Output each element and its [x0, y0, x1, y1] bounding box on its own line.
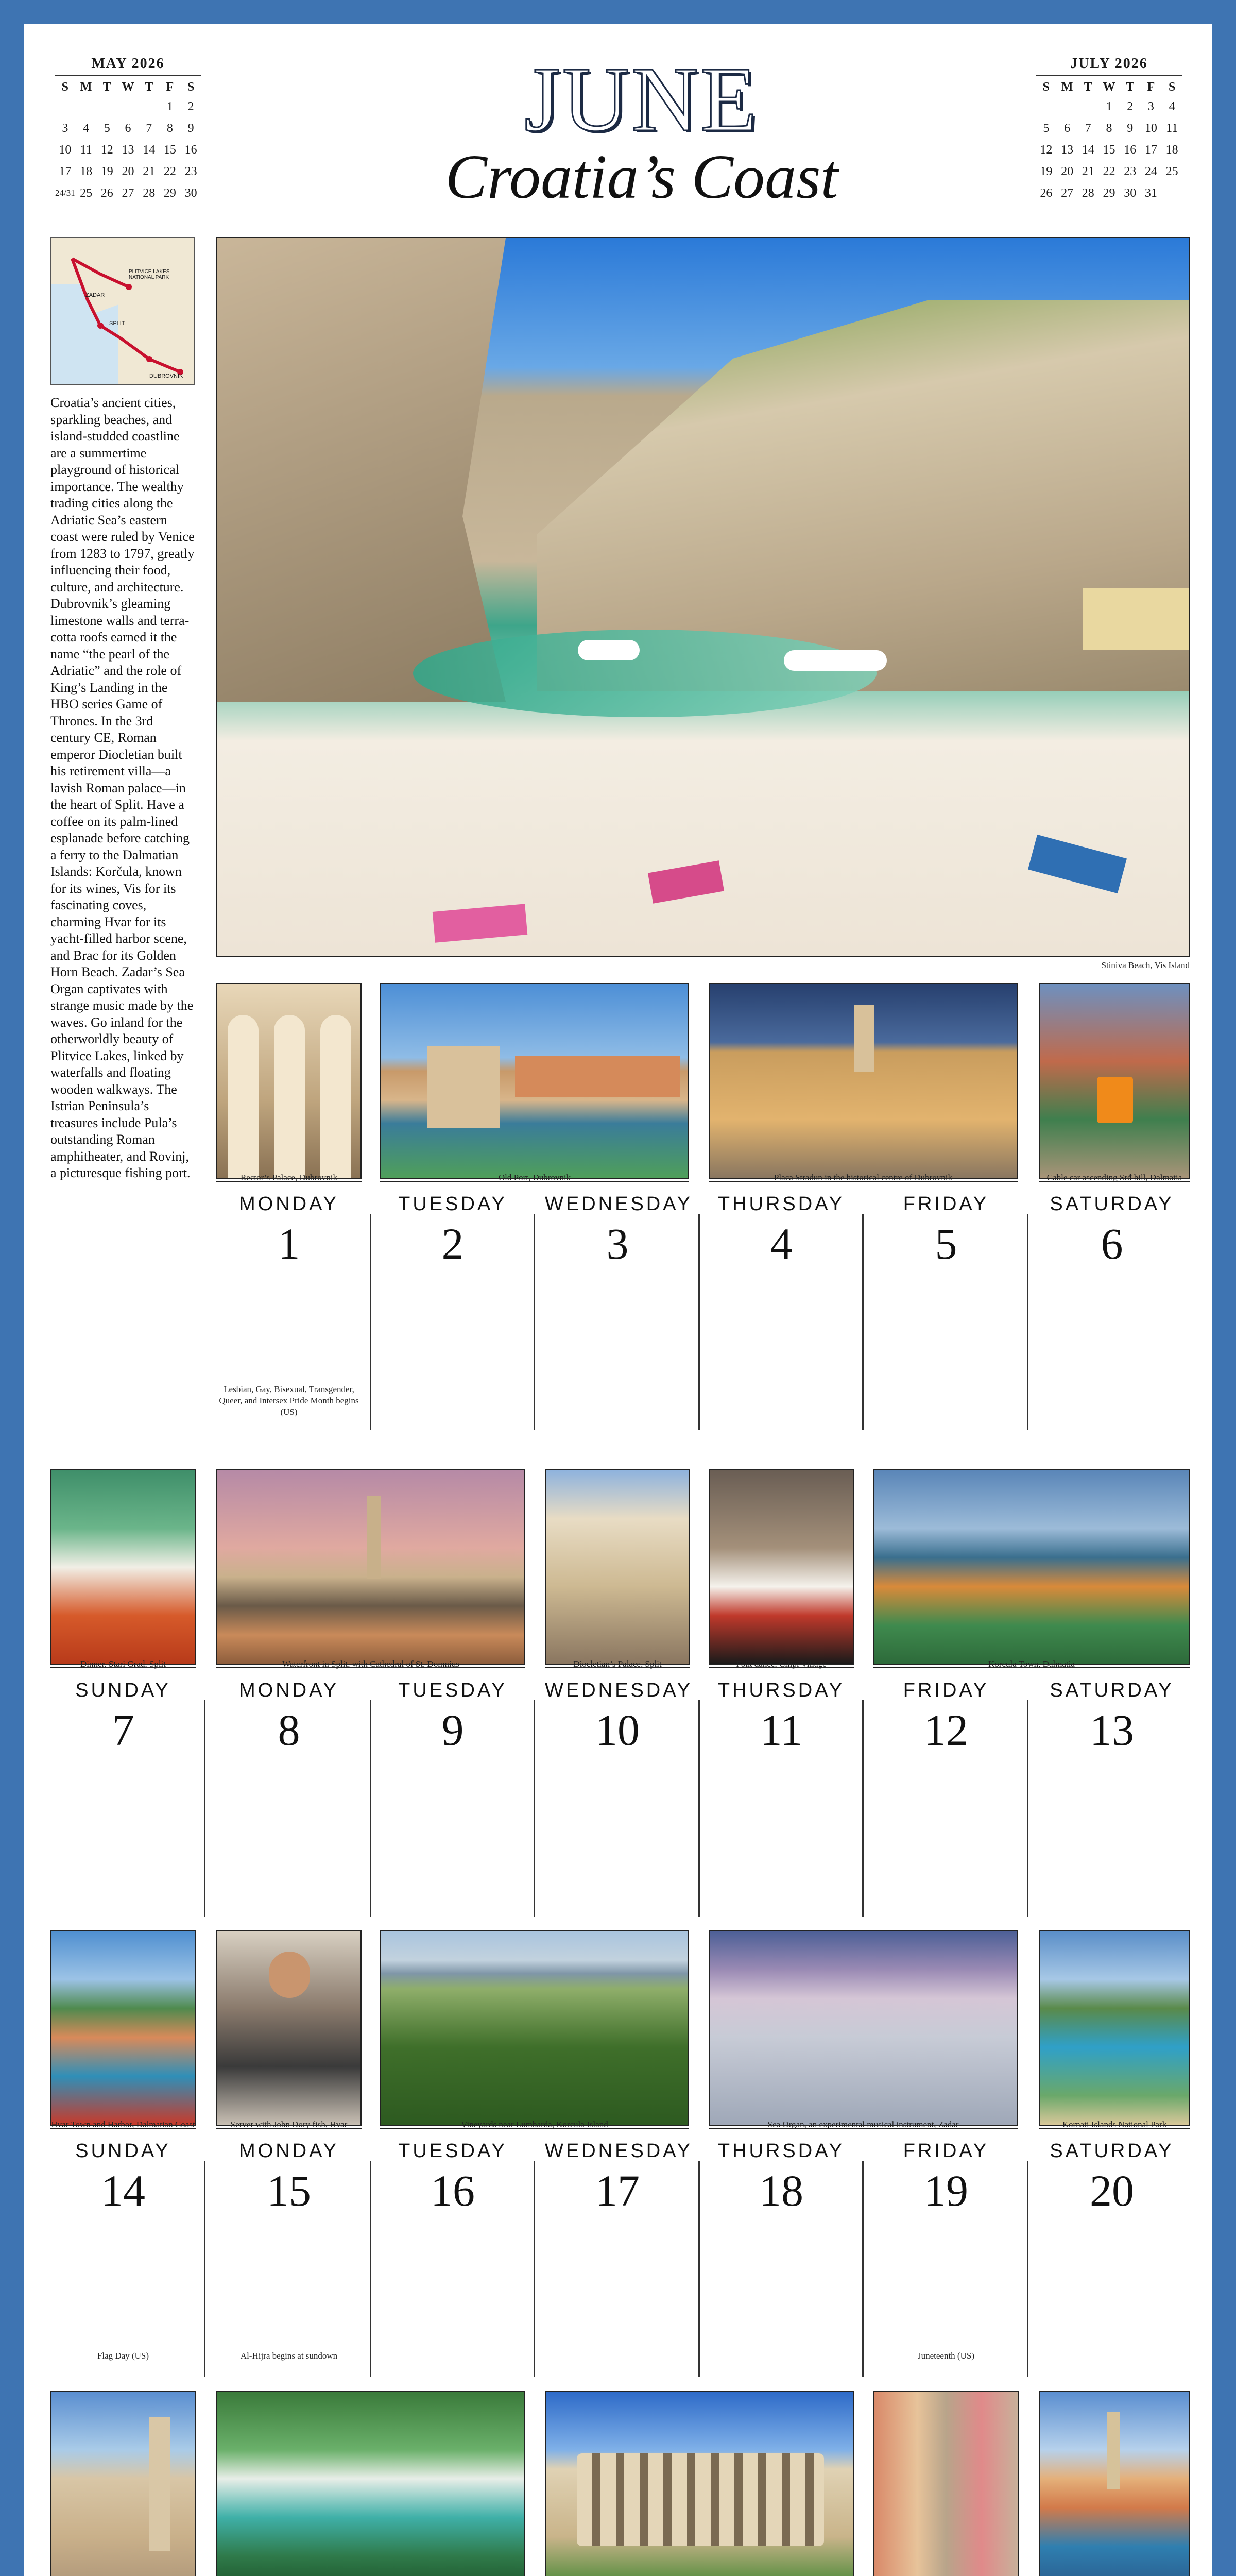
day-divider	[862, 1700, 864, 1917]
mini-calendar-title: MAY 2026	[91, 56, 165, 72]
mini-dow-label: M	[1061, 80, 1073, 94]
weekday-label: FRIDAY	[903, 1193, 989, 1215]
mini-dow-label: T	[1126, 80, 1135, 94]
day-cell	[545, 1680, 693, 1927]
day-cell	[545, 1193, 693, 1440]
map-label: ZADAR	[85, 292, 105, 298]
photo-vineyards	[380, 1930, 689, 2126]
photo-sea-organ	[709, 1930, 1018, 2126]
day-cell	[709, 1680, 854, 1927]
mini-day: 3	[1147, 100, 1154, 113]
mini-day	[1057, 96, 1078, 117]
map-label: PLITVICE LAKES NATIONAL PARK	[129, 269, 170, 280]
mini-day: 10	[1144, 122, 1157, 135]
photo-diocletians-palace	[545, 1469, 690, 1665]
mini-day: 29	[163, 187, 176, 200]
mini-day: 20	[122, 165, 134, 178]
mini-day: 17	[59, 165, 72, 178]
mini-dow-label: S	[187, 80, 195, 94]
day-cell	[380, 1193, 525, 1440]
route-map	[50, 237, 195, 385]
day-number: 6	[1101, 1219, 1123, 1268]
mini-calendar-title: JULY 2026	[1070, 56, 1148, 72]
mini-calendar-may	[55, 56, 201, 204]
weekday-label: THURSDAY	[717, 2140, 845, 2162]
mini-dow-label: F	[1147, 80, 1155, 94]
photo-korcula-town	[873, 1469, 1190, 1665]
weekday-label: WEDNESDAY	[545, 1680, 693, 1701]
day-number: 10	[595, 1705, 640, 1755]
mini-day: 28	[1082, 187, 1094, 200]
mini-calendar-grid	[55, 75, 201, 204]
mini-day: 4	[1169, 100, 1175, 113]
day-divider	[204, 1700, 205, 1917]
weekday-label: MONDAY	[239, 2140, 339, 2162]
day-number: 11	[760, 1705, 803, 1755]
mini-dow-label: W	[1103, 80, 1115, 94]
weekday-label: SATURDAY	[1050, 1193, 1174, 1215]
weekday-label: TUESDAY	[398, 2140, 507, 2162]
mini-day	[55, 96, 76, 117]
photo-caption: Old Port, Dubrovnik	[498, 1173, 571, 1182]
map-label: DUBROVNIK	[149, 373, 183, 379]
mini-dow-label: S	[1042, 80, 1050, 94]
weekday-label: SUNDAY	[75, 1680, 171, 1701]
mini-calendar-grid	[1036, 75, 1182, 204]
mini-day: 24	[1144, 165, 1157, 178]
day-divider	[534, 1700, 535, 1917]
day-number: 2	[441, 1219, 464, 1268]
month-title: JUNE	[524, 48, 759, 150]
photo-dinner-split	[50, 1469, 196, 1665]
day-divider	[370, 1214, 371, 1430]
mini-day: 18	[1165, 143, 1178, 157]
photo-harbor-rovinj	[1039, 2391, 1190, 2576]
photo-caption: Kornati Islands National Park	[1062, 2120, 1167, 2129]
mini-day: 14	[143, 143, 156, 157]
day-number: 19	[924, 2166, 968, 2215]
photo-caption: Diocletian’s Palace, Split	[573, 1659, 662, 1669]
weekday-label: SUNDAY	[75, 2140, 171, 2162]
weekday-label: THURSDAY	[717, 1193, 845, 1215]
day-cell	[873, 1193, 1019, 1440]
day-divider	[698, 1700, 700, 1917]
photo-plitvice-lakes	[216, 2391, 525, 2576]
mini-day	[139, 96, 160, 117]
day-number: 17	[595, 2166, 640, 2215]
mini-day	[1036, 96, 1057, 117]
holiday-note: Flag Day (US)	[97, 2351, 149, 2361]
photo-kornati-islands	[1039, 1930, 1190, 2126]
photo-caption: Cable car ascending Srđ hill, Dalmatia	[1046, 1173, 1182, 1182]
day-cell	[50, 1680, 196, 1927]
mini-day: 22	[1103, 165, 1115, 178]
photo-caption: Server with John Dory fish, Hvar	[230, 2120, 348, 2129]
mini-day: 24/31	[55, 188, 75, 198]
mini-day: 13	[1061, 143, 1074, 157]
mini-dow-label: T	[102, 80, 111, 94]
day-cell	[709, 2140, 854, 2387]
mini-day: 21	[1082, 165, 1094, 178]
mini-day: 7	[1085, 122, 1091, 135]
photo-caption: Hvar Town and Harbor, Dalmatian Coast	[51, 2120, 195, 2129]
photo-folk-dance	[709, 1469, 854, 1665]
mini-day: 16	[184, 143, 197, 157]
day-number: 4	[770, 1219, 793, 1268]
mini-day: 28	[143, 187, 156, 200]
mini-day: 31	[1144, 187, 1157, 200]
weekday-label: MONDAY	[239, 1680, 339, 1701]
description-text: Croatia’s ancient cities, sparkling beaches, and island-studded coastline are a summertime playground of historical importance. The wealthy trading cities along the Adriatic Sea’s eastern coast were ruled by Venice from 1283 to 1797, greatly influencing their food, culture, and architecture. Dubrovnik’s gleaming limestone walls and terra-cotta roofs earned it the name “the pearl of the Adriatic” and the role of King’s Landing in the HBO series Game of Thrones. In the 3rd century CE, Roman emperor Diocletian built his retirement villa—a lavish Roman palace—in the heart of Split. Have a coffee on its palm-lined esplanade before catching a ferry to the Dalmatian Islands: Korčula, known for its wines, Vis for its fascinating coves, charming Hvar for its yacht-filled harbor scene, and Brac for its Golden Horn Beach. Zadar’s Sea Organ captivates with strange music made by the waves. Go inland for the otherworldly beauty of Plitvice Lakes, linked by waterfalls and floating wooden walkways. The Istrian Peninsula’s treasures include Pula’s outstanding Roman amphitheater, and Rovinj, a picturesque fishing port.	[50, 395, 195, 1180]
mini-dow-label: W	[122, 80, 134, 94]
mini-day: 8	[166, 122, 173, 135]
day-number: 16	[431, 2166, 475, 2215]
mini-day: 30	[1124, 187, 1137, 200]
photo-server-john-dory	[216, 1930, 362, 2126]
day-cell	[545, 2140, 693, 2387]
photo-roman-forum	[50, 2391, 196, 2576]
day-divider	[534, 1214, 535, 1430]
day-number: 7	[112, 1705, 134, 1755]
mini-day: 5	[1043, 122, 1050, 135]
photo-caption: Dinner, Stari Grad, Split	[80, 1659, 166, 1669]
mini-day: 15	[163, 143, 176, 157]
mini-day: 26	[100, 187, 113, 200]
mini-day: 9	[187, 122, 194, 135]
day-number: 8	[278, 1705, 300, 1755]
mini-day: 2	[1127, 100, 1134, 113]
day-divider	[370, 1700, 371, 1917]
day-cell	[873, 1680, 1019, 1927]
hero-photo-stiniva-beach	[216, 237, 1190, 957]
day-cell	[1039, 1193, 1184, 1440]
mini-day: 16	[1124, 143, 1137, 157]
day-cell	[380, 2140, 525, 2387]
mini-day: 17	[1144, 143, 1157, 157]
photo-caption: Sea Organ, an experimental musical instrument, Zadar	[767, 2120, 959, 2129]
mini-day	[1077, 96, 1098, 117]
mini-day: 22	[163, 165, 176, 178]
mini-day: 1	[1106, 100, 1112, 113]
weekday-label: TUESDAY	[398, 1680, 507, 1701]
mini-day: 23	[1124, 165, 1137, 178]
day-number: 15	[267, 2166, 311, 2215]
mini-day: 21	[143, 165, 156, 178]
hero-caption: Stiniva Beach, Vis Island	[1101, 960, 1190, 970]
weekday-label: FRIDAY	[903, 1680, 989, 1701]
photo-placa-stradun	[709, 983, 1018, 1179]
weekday-label: MONDAY	[239, 1193, 339, 1215]
photo-caption: Rector’s Palace, Dubrovnik	[240, 1173, 338, 1182]
mini-day: 25	[80, 187, 93, 200]
photo-caption: Folk dance, Čilipi Village	[736, 1659, 827, 1669]
holiday-note: Lesbian, Gay, Bisexual, Transgender, Queer, and Intersex Pride Month begins (US)	[219, 1384, 359, 1417]
weekday-label: FRIDAY	[903, 2140, 989, 2162]
photo-pula-amphitheater	[545, 2391, 854, 2576]
day-divider	[862, 2161, 864, 2377]
day-number: 1	[278, 1219, 300, 1268]
mini-dow-label: S	[1168, 80, 1176, 94]
holiday-note: Juneteenth (US)	[917, 2351, 974, 2361]
mini-day: 7	[146, 122, 152, 135]
day-cell	[709, 1193, 854, 1440]
day-number: 18	[759, 2166, 803, 2215]
photo-rovinj	[873, 2391, 1019, 2576]
photo-caption: Placa Stradun in the historical centre of Dubrovnik	[774, 1173, 953, 1182]
page-subtitle: Croatia’s Coast	[445, 142, 838, 212]
mini-day: 6	[125, 122, 131, 135]
mini-dow-label: T	[145, 80, 153, 94]
holiday-note: Al-Hijra begins at sundown	[240, 2351, 338, 2361]
day-number: 20	[1090, 2166, 1134, 2215]
photo-waterfront-split	[216, 1469, 525, 1665]
mini-day: 29	[1103, 187, 1115, 200]
day-number: 9	[441, 1705, 464, 1755]
day-divider	[698, 1214, 700, 1430]
route-line	[52, 238, 195, 385]
mini-day	[117, 96, 139, 117]
mini-day: 3	[62, 122, 68, 135]
mini-day: 14	[1082, 143, 1094, 157]
mini-day: 27	[122, 187, 134, 200]
weekday-label: TUESDAY	[398, 1193, 507, 1215]
calendar-page	[24, 24, 1212, 2576]
weekday-label: THURSDAY	[717, 1680, 845, 1701]
mini-day: 20	[1061, 165, 1074, 178]
mini-day: 27	[1061, 187, 1074, 200]
mini-day: 10	[59, 143, 72, 157]
day-number: 14	[101, 2166, 145, 2215]
photo-caption: Vineyards near Lumbarda, Korcula Island	[461, 2120, 608, 2129]
mini-day: 12	[1040, 143, 1053, 157]
mini-day: 15	[1103, 143, 1115, 157]
day-divider	[1027, 1700, 1028, 1917]
mini-day: 8	[1106, 122, 1112, 135]
weekday-label: WEDNESDAY	[545, 2140, 693, 2162]
mini-day: 9	[1127, 122, 1134, 135]
day-divider	[204, 2161, 205, 2377]
mini-day: 26	[1040, 187, 1053, 200]
mini-dow-label: F	[166, 80, 174, 94]
mini-dow-label: T	[1084, 80, 1092, 94]
day-number: 13	[1090, 1705, 1134, 1755]
photo-hvar-town	[50, 1930, 196, 2126]
day-cell	[1039, 2140, 1184, 2387]
mini-dow-label: S	[61, 80, 69, 94]
day-number: 5	[935, 1219, 957, 1268]
mini-dow-label: M	[80, 80, 92, 94]
day-divider	[698, 2161, 700, 2377]
mini-day: 25	[1165, 165, 1178, 178]
day-number: 3	[606, 1219, 629, 1268]
mini-day	[76, 96, 97, 117]
day-number: 12	[924, 1705, 968, 1755]
weekday-label: SATURDAY	[1050, 1680, 1174, 1701]
photo-caption: Waterfront in Split, with Cathedral of St. Domnius	[282, 1659, 459, 1669]
day-cell	[380, 1680, 525, 1927]
mini-day: 1	[166, 100, 173, 113]
photo-caption: Korcula Town, Dalmatia	[988, 1659, 1075, 1669]
photo-rectors-palace	[216, 983, 362, 1179]
mini-day	[96, 96, 117, 117]
day-cell	[1039, 1680, 1184, 1927]
mini-day: 19	[1040, 165, 1053, 178]
day-cell	[216, 1680, 362, 1927]
mini-day: 19	[100, 165, 113, 178]
mini-day: 4	[83, 122, 90, 135]
mini-day: 5	[104, 122, 110, 135]
mini-day: 11	[1166, 122, 1178, 135]
weekday-label: WEDNESDAY	[545, 1193, 693, 1215]
day-divider	[1027, 2161, 1028, 2377]
day-divider	[370, 2161, 371, 2377]
map-label: SPLIT	[109, 320, 125, 327]
day-divider	[1027, 1214, 1028, 1430]
mini-day: 2	[187, 100, 194, 113]
mini-day: 23	[184, 165, 197, 178]
mini-day: 30	[184, 187, 197, 200]
mini-calendar-july	[1036, 56, 1182, 204]
mini-day: 6	[1064, 122, 1071, 135]
photo-cable-car	[1039, 983, 1190, 1179]
mini-day: 18	[80, 165, 93, 178]
photo-old-port	[380, 983, 689, 1179]
day-divider	[534, 2161, 535, 2377]
mini-day: 13	[122, 143, 134, 157]
mini-day: 12	[100, 143, 113, 157]
mini-day: 11	[80, 143, 92, 157]
day-divider	[862, 1214, 864, 1430]
weekday-label: SATURDAY	[1050, 2140, 1174, 2162]
